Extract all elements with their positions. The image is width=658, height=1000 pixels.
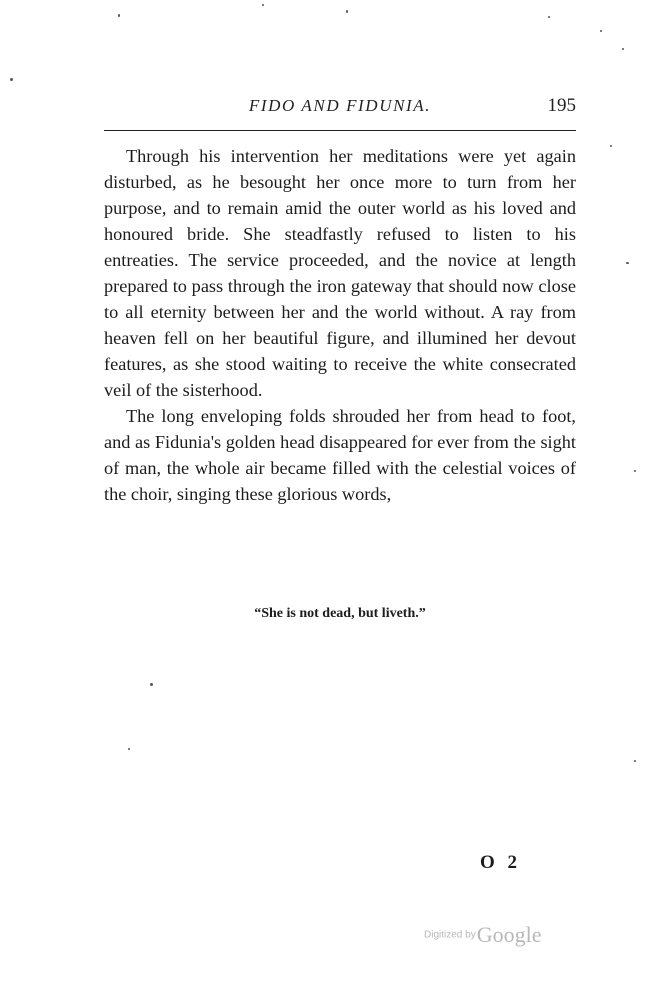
scan-speck [548,16,550,18]
scan-speck [262,4,264,6]
digitization-watermark [424,922,541,948]
scan-speck [118,14,120,17]
paragraph: The long enveloping folds shrouded her from head to foot, and as Fidunia's golden head disappeared for ever from the sight of man, the whole air became filled with the celestial voices of the choir, singing these glorious words, [104,406,576,504]
watermark-brand: Google [476,922,542,947]
scan-speck [346,10,348,13]
scan-speck [626,262,629,264]
running-title: FIDO AND FIDUNIA. [248,96,432,115]
header-rule [104,130,576,131]
page-number: 195 [547,95,576,116]
watermark-prefix: Digitized by [424,929,476,941]
closing-quote: “She is not dead, but liveth.” [254,606,426,621]
signature-mark: O 2 [480,852,522,873]
scan-speck [622,48,624,50]
page-header [104,95,576,129]
paragraph: Through his intervention her meditations were yet again disturbed, as he besought her once more to turn from her purpose, and to remain amid the outer world as his loved and honoured bride. She steadfastly refused to listen to his entreaties. The service proceeded, and the novice at length prepared to pass through the iron gateway that should now close to all eternity between her and the world without. A ray from heaven fell on her beautiful figure, and illumined her devout features, as she stood waiting to receive the white consecrated veil of the sisterhood. [104,146,576,400]
body-text [104,143,576,507]
scan-speck [634,470,636,472]
scan-speck [610,145,612,147]
scan-speck [150,683,153,686]
scan-speck [10,78,13,81]
scan-speck [634,760,636,762]
scan-speck [600,30,602,32]
scan-speck [128,748,130,750]
